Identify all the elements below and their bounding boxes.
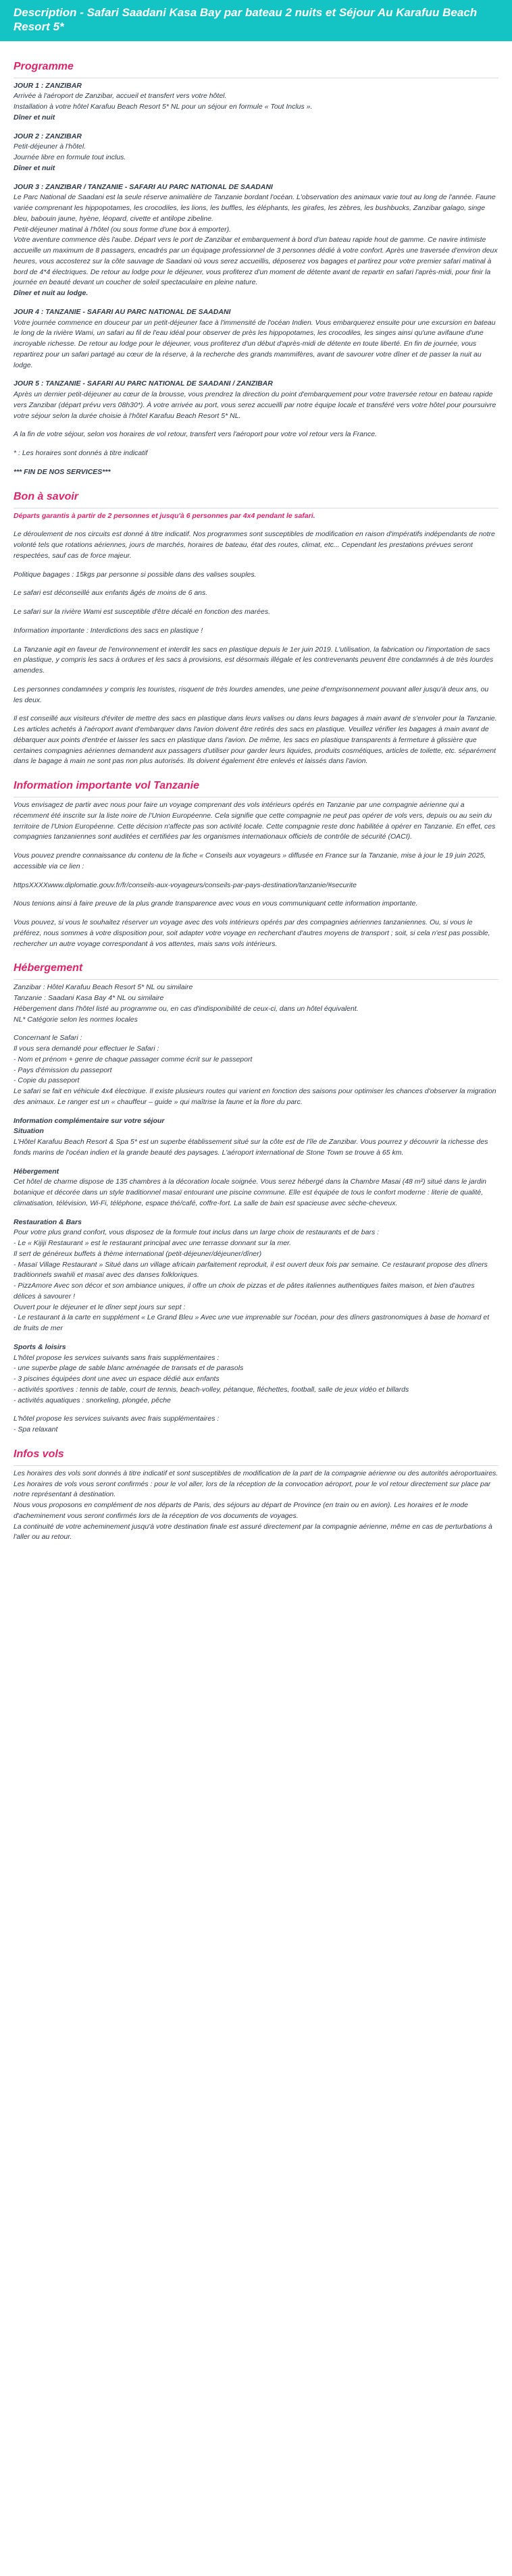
vol-line: Les horaires de vols vous seront confirmés : pour le vol aller, lors de la réception de la convocation aéroport, pour le vol retour directement sur place par notre représentant à destination. xyxy=(14,1479,491,1499)
restauration-line: Il sert de généreux buffets à thème international (petit-déjeuner/déjeuner/dîner) xyxy=(14,1249,262,1258)
day-line: Après un dernier petit-déjeuner au cœur de la brousse, vous prendrez la direction du point d'embarquement pour votre traversée retour en bateau rapide vers Zanzibar (départ prévu vers 08h30*). À votre arrivée au port, vous serez accueilli par notre équipe locale et transféré vers votre hôtel pour poursuivre votre séjour selon la durée choisie à l'hôtel Karafuu Beach Resort 5* NL. xyxy=(14,390,496,420)
restauration-title: Restauration & Bars xyxy=(14,1217,82,1226)
situation-block xyxy=(14,1116,498,1159)
paragraph: Le déroulement de nos circuits est donné à titre indicatif. Nos programmes sont susceptibles de modification en raison d'impératifs indépendants de notre volonté tels que rotations aériennes, jours de marchés, horaires de bateau, état des routes, climat, etc... Cependant les prestations prévues seront respectées, sauf cas de force majeur. xyxy=(14,530,495,560)
day-line: Votre aventure commence dès l'aube. Départ vers le port de Zanzibar et embarquement à bord d'un bateau rapide hout de gamme. Ce navire intimiste accueille un maximum de 8 passagers, encadrés par un équipage professionnel de 3 personnes dédié à votre confort. Après une traversée d'environ deux heures, vous accosterez sur la côte sauvage de Saadani où vous serez accueillis, déposerez vos bagages et partirez pour votre premier safari matinal à bord de 4*4 électriques. De retour au lodge pour le déjeuner, vous profiterez d'un moment de détente avant de repartir en safari l'après-midi, pour finir la journée en beauté devant un coucher de soleil spectaculaire en pleine nature. xyxy=(14,236,498,287)
safari-line: - Nom et prénom + genre de chaque passager comme écrit sur le passeport xyxy=(14,1055,253,1063)
sports-block xyxy=(14,1342,498,1407)
safari-info xyxy=(14,1033,498,1107)
day-2 xyxy=(14,132,498,174)
room-text: Cet hôtel de charme dispose de 135 chambres à la décoration locale soignée. Vous serez hébergé dans la Chambre Masai (48 m²) situé dans le jardin botanique et décorée dans un style traditionnel masaï entourant une piscine commune. Elle est équipée de tous le confort moderne : literie de qualité, climatisation, télévision, Wi-Fi, téléphone, espace thé/café, coffre-fort. La salle de bain est spacieuse avec sèche-cheveux. xyxy=(14,1178,487,1207)
paid-line: L'hôtel propose les services suivants avec frais supplémentaires : xyxy=(14,1415,220,1423)
info-title: Information complémentaire sur votre séjour xyxy=(14,1116,165,1125)
departures-note: Départs garantis à partir de 2 personnes et jusqu'à 6 personnes par 4x4 pendant le safari. xyxy=(14,511,315,520)
sports-line: - une superbe plage de sable blanc aménagée de transats et de parasols xyxy=(14,1364,244,1373)
day-line: Petit-déjeuner à l'hôtel. xyxy=(14,142,86,151)
day-5 xyxy=(14,379,498,421)
day-line: Installation à votre hôtel Karafuu Beach Resort 5* NL pour un séjour en formule « Tout Inclus ». xyxy=(14,103,313,111)
paragraph: Nous tenions ainsi à faire preuve de la plus grande transparence avec vous en vous communiquant cette information importante. xyxy=(14,899,418,908)
situation-text: L'Hôtel Karafuu Beach Resort & Spa 5* est un superbe établissement situé sur la côte est de l'île de Zanzibar. Vous pourrez y découvrir la richesse des fonds marins de l'océan indien et la grande beauté des paysages. L'aéroport international de Stone Town se trouve à 65 km. xyxy=(14,1138,488,1157)
page-header xyxy=(0,0,512,41)
day-4 xyxy=(14,307,498,371)
intro-line: NL* Catégorie selon les normes locales xyxy=(14,1015,138,1024)
sports-line: - activités sportives : tennis de table, court de tennis, beach-volley, pétanque, fléchettes, football, salle de jeux vidéo et billards xyxy=(14,1385,409,1394)
restauration-line: - Le restaurant à la carte en supplément « Le Grand Bleu » Avec une vue imprenable sur l'océan, pour des dîners gastronomiques à base de homard et de fruits de mer xyxy=(14,1313,490,1332)
day-1 xyxy=(14,81,498,124)
paragraph: Il est conseillé aux visiteurs d'éviter de mettre des sacs en plastique dans leurs valises ou dans leurs bagages à main avant de s'envoler pour la Tanzanie. Les articles achetés à l'aéroport avant d'embarquer dans l'avion doivent être retirés des sacs en plastique. Veuillez vérifier les bagages à main avant de débarquer aux points d'entrée et laisser les sacs en plastique dans l'avion. De même, les sacs en plastique transparents à fermeture à glissière que certaines compagnies aériennes demandent aux passagers d'utiliser pour garder leurs liquides, produits cosmétiques, articles de toilette, etc. séparément dans le bagage à main ne sont pas non plus autorisés. Ils doivent également être enlevés et laissés dans l'avion. xyxy=(14,714,497,766)
paragraph: La Tanzanie agit en faveur de l'environnement et interdit les sacs en plastique depuis le 1er juin 2019. L'utilisation, la fabrication ou l'importation de sacs en plastique, y compris les sacs à ordures et les sacs à provisions, est désormais illégale et les contrevenants peuvent être condamnés à de très lourdes amendes. xyxy=(14,645,494,675)
restauration-line: Ouvert pour le déjeuner et le dîner sept jours sur sept : xyxy=(14,1303,186,1311)
paid-services-block xyxy=(14,1414,498,1436)
safari-line: - Pays d'émission du passeport xyxy=(14,1066,112,1074)
sports-title: Sports & loisirs xyxy=(14,1342,66,1351)
day-title: JOUR 5 : TANZANIE - SAFARI AU PARC NATIONAL DE SAADANI / ZANZIBAR xyxy=(14,379,273,388)
restauration-line: - Masaï Village Restaurant » Situé dans un village africain parfaitement reproduit, il est ouvert deux fois par semaine. Ce restaurant propose des dîners traditionnels swahili et masaï avec des danses folkloriques. xyxy=(14,1260,488,1280)
safari-line: Le safari se fait en véhicule 4x4 électrique. Il existe plusieurs routes qui varient en fonction des saisons pour optimiser les chances d'observer la migration des animaux. Le ranger est un « chauffeur – guide » qui maîtrise la faune et la flore du parc. xyxy=(14,1087,496,1106)
day-3 xyxy=(14,182,498,299)
intro-line: Hébergement dans l'hôtel listé au programme ou, en cas d'indisponibilité de ceux-ci, dans un hôtel équivalent. xyxy=(14,1004,359,1013)
paragraph: Information importante : Interdictions des sacs en plastique ! xyxy=(14,626,203,635)
day-line: Petit-déjeuner matinal à l'hôtel (ou sous forme d'une box à emporter). xyxy=(14,225,232,234)
paid-line: - Spa relaxant xyxy=(14,1425,58,1434)
room-block xyxy=(14,1167,498,1209)
paragraph: Le safari est déconseillé aux enfants âgés de moins de 6 ans. xyxy=(14,589,208,598)
infos-vols-block xyxy=(14,1469,498,1543)
paragraph: Vous pouvez, si vous le souhaitez réserver un voyage avec des vols intérieurs opérés par des compagnies aériennes tanzaniennes. Ou, si vous le préférez, nous sommes à votre disposition pour, soit adapter votre voyage en recherchant d'autres moyens de transport ; soit, si cela n'est pas possible, rechercher un autre voyage correspondant à vos attentes, mais sans vols intérieurs. xyxy=(14,918,490,948)
day-line: Dîner et nuit xyxy=(14,113,55,122)
programme-heading: Programme xyxy=(14,59,498,78)
intro-line: Zanzibar : Hôtel Karafuu Beach Resort 5* NL ou similaire xyxy=(14,983,193,992)
room-title: Hébergement xyxy=(14,1167,59,1176)
paragraph: Politique bagages : 15kgs par personne si possible dans des valises souples. xyxy=(14,570,257,579)
info-vol-heading: Information importante vol Tanzanie xyxy=(14,778,498,797)
day-line: Dîner et nuit xyxy=(14,163,55,172)
intro-line: Tanzanie : Saadani Kasa Bay 4* NL ou similaire xyxy=(14,994,164,1002)
vol-line: Les horaires des vols sont donnés à titre indicatif et sont susceptibles de modification de la part de la compagnie aérienne ou des autorités aéroportuaires. xyxy=(14,1469,498,1477)
safari-line: - Copie du passeport xyxy=(14,1076,80,1085)
sports-line: L'hôtel propose les services suivants sans frais supplémentaires : xyxy=(14,1353,220,1362)
end-line: A la fin de votre séjour, selon vos horaires de vol retour, transfert vers l'aéroport pour votre vol retour vers la France. xyxy=(14,430,377,439)
footnote: * : Les horaires sont donnés à titre indicatif xyxy=(14,449,148,457)
end-services: *** FIN DE NOS SERVICES*** xyxy=(14,467,111,476)
situation-title: Situation xyxy=(14,1127,44,1136)
sports-line: - 3 piscines équipées dont une avec un espace dédié aux enfants xyxy=(14,1375,220,1383)
day-line: Arrivée à l'aéroport de Zanzibar, accueil et transfert vers votre hôtel. xyxy=(14,92,227,101)
day-title: JOUR 3 : ZANZIBAR / TANZANIE - SAFARI AU PARC NATIONAL DE SAADANI xyxy=(14,182,273,191)
restauration-line: - Le « Kijiji Restaurant » est le restaurant principal avec une terrasse donnant sur la mer. xyxy=(14,1239,292,1247)
hebergement-heading: Hébergement xyxy=(14,960,498,980)
day-line: Votre journée commence en douceur par un petit-déjeuner face à l'immensité de l'océan Indien. Vous embarquerez ensuite pour une excursion en bateau le long de la rivière Wami, un safari au fil de l'eau idéal pour observer de près les hippopotames, les crocodiles, les singes ainsi qu'une avifaune d'une incroyable richesse. De retour au lodge pour le déjeuner, vous profiterez d'un début d'après-midi de détente en toute liberté. En fin de journée, vous repartirez pour un safari partagé au cœur de la réserve, à la recherche des grands mammifères, avant de savourer votre dîner et de passer la nuit au lodge. xyxy=(14,318,496,369)
main-content xyxy=(0,41,512,1565)
vol-line: La continuité de votre acheminement jusqu'à votre destination finale est assuré directement par la compagnie aérienne, même en cas de perturbations à l'aller ou au retour. xyxy=(14,1522,492,1542)
day-line: Le Parc National de Saadani est la seule réserve animalière de Tanzanie bordant l'océan. L'observation des animaux varie tout au long de l'année. Faune variée comprenant les hippopotames, les crocodiles, les lions, les buffles, les éléphants, les girafes, les zèbres, les bushbucks, Zanzibar galago, singe bleu, babouin jaune, hyène, léopard, civette et antilope zibeline. xyxy=(14,193,496,223)
safari-line: Concernant le Safari : xyxy=(14,1034,82,1043)
safari-line: Il vous sera demandé pour effectuer le Safari : xyxy=(14,1045,159,1053)
vol-line: Nous vous proposons en complément de nos départs de Paris, des séjours au départ de Province (en train ou en avion). Les horaires et le mode d'acheminement vous seront confirmés lors de la réception de vos documents de voyages. xyxy=(14,1501,468,1520)
day-line: Journée libre en formule tout inclus. xyxy=(14,153,126,161)
diplomatie-link[interactable]: httpsXXXXwww.diplomatie.gouv.fr/fr/conseils-aux-voyageurs/conseils-par-pays-destination/tanzanie/#securite xyxy=(14,880,357,889)
restauration-line: Pour votre plus grand confort, vous disposez de la formule tout inclus dans un large choix de restaurants et de bars : xyxy=(14,1228,380,1237)
infos-vols-heading: Infos vols xyxy=(14,1446,498,1466)
day-title: JOUR 4 : TANZANIE - SAFARI AU PARC NATIONAL DE SAADANI xyxy=(14,307,231,316)
sports-line: - activités aquatiques : snorkeling, plongée, pêche xyxy=(14,1396,171,1404)
page-title: Description - Safari Saadani Kasa Bay par bateau 2 nuits et Séjour Au Karafuu Beach Resort 5* xyxy=(14,6,478,34)
paragraph: Vous pouvez prendre connaissance du contenu de la fiche « Conseils aux voyageurs » diffusée en France sur la Tanzanie, mise à jour le 19 juin 2025, accessible via ce lien : xyxy=(14,851,486,870)
day-title: JOUR 1 : ZANZIBAR xyxy=(14,81,82,90)
paragraph: Le safari sur la rivière Wami est susceptible d'être décalé en fonction des marées. xyxy=(14,608,270,616)
restauration-block xyxy=(14,1217,498,1334)
bon-a-savoir-heading: Bon à savoir xyxy=(14,489,498,508)
paragraph: Les personnes condamnées y compris les touristes, risquent de très lourdes amendes, une peine d'emprisonnement pouvant aller jusqu'à deux ans, ou les deux. xyxy=(14,685,489,704)
restauration-line: - PizzAmore Avec son décor et son ambiance uniques, il offre un choix de pizzas et de pâtes italiennes authentiques faites maison, et bien d'autres délices à savourer ! xyxy=(14,1282,475,1300)
day-line: Dîner et nuit au lodge. xyxy=(14,289,88,297)
paragraph: Vous envisagez de partir avec nous pour faire un voyage comprenant des vols intérieurs opérés en Tanzanie par une compagnie aérienne qui a récemment été inscrite sur la liste noire de l'Union Européenne. Cela signifie que cette compagnie ne peut pas opérer de vols vers, depuis ou au sein du territoire de l'Union Européenne. Cette décision n'affecte pas son activité locale. Cette compagnie reste donc habilitée à opérer en Tanzanie. En effet, ces compagnies tanzaniennes sont auditées et certifiées par les organismes internationaux officiels de contrôle de sécurité (OACI). xyxy=(14,801,496,841)
day-title: JOUR 2 : ZANZIBAR xyxy=(14,132,82,140)
hebergement-intro xyxy=(14,982,498,1025)
